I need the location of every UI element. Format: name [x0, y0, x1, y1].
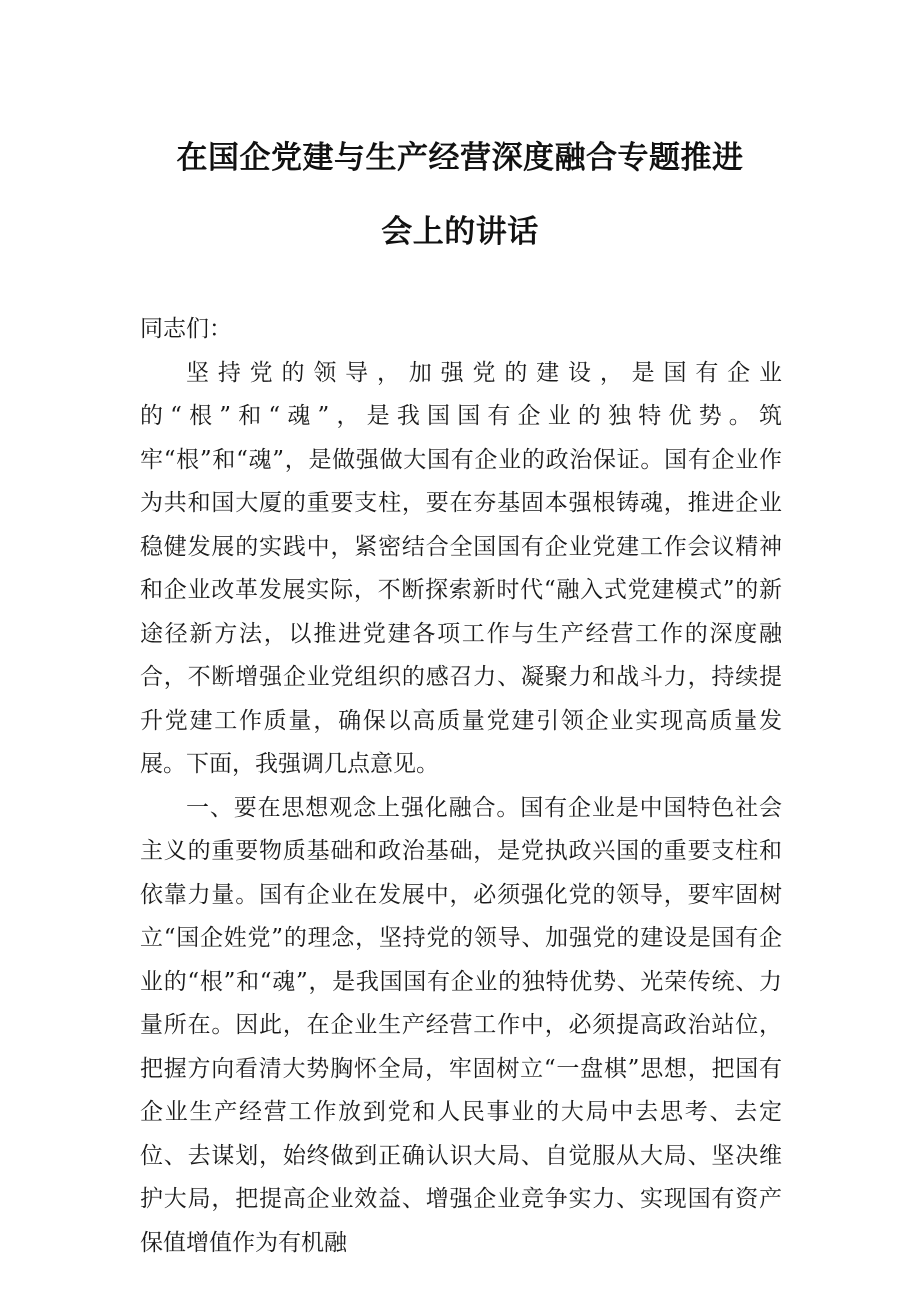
- document-title-line-1: 在国企党建与生产经营深度融合专题推进: [176, 140, 744, 176]
- paragraph-section-one: 一、要在思想观念上强化融合。国有企业是中国特色社会主义的重要物质基础和政治基础，是党执政兴国的重要支柱和依靠力量。国有企业在发展中，必须强化党的领导，要牢固树立“国企姓党”的理念，坚持党的领导、加强党的建设是国有企业的“根”和“魂”，是我国国有企业的独特优势、光荣传统、力量所在。因此，在企业生产经营工作中，必须提高政治站位，把握方向看清大势胸怀全局，牢固树立“一盘棋”思想，把国有企业生产经营工作放到党和人民事业的大局中去思考、去定位、去谋划，始终做到正确认识大局、自觉服从大局、坚决维护大局，把提高企业效益、增强企业竞争实力、实现国有资产保值增值作为有机融: [140, 794, 782, 1256]
- document-title-line-2: 会上的讲话: [381, 214, 539, 250]
- salutation: 同志们：: [140, 316, 232, 342]
- paragraph-intro: 坚持党的领导，加强党的建设，是国有企业的“根”和“魂”，是我国国有企业的独特优势。筑牢“根”和“魂”，是做强做大国有企业的政治保证。国有企业作为共和国大厦的重要支柱，要在夯基固本强根铸魂，推进企业稳健发展的实践中，紧密结合全国国有企业党建工作会议精神和企业改革发展实际，不断探索新时代“融入式党建模式”的新途径新方法，以推进党建各项工作与生产经营工作的深度融合，不断增强企业党组织的感召力、凝聚力和战斗力，持续提升党建工作质量，确保以高质量党建引领企业实现高质量发展。下面，我强调几点意见。: [140, 359, 782, 777]
- document-body: [140, 308, 782, 1265]
